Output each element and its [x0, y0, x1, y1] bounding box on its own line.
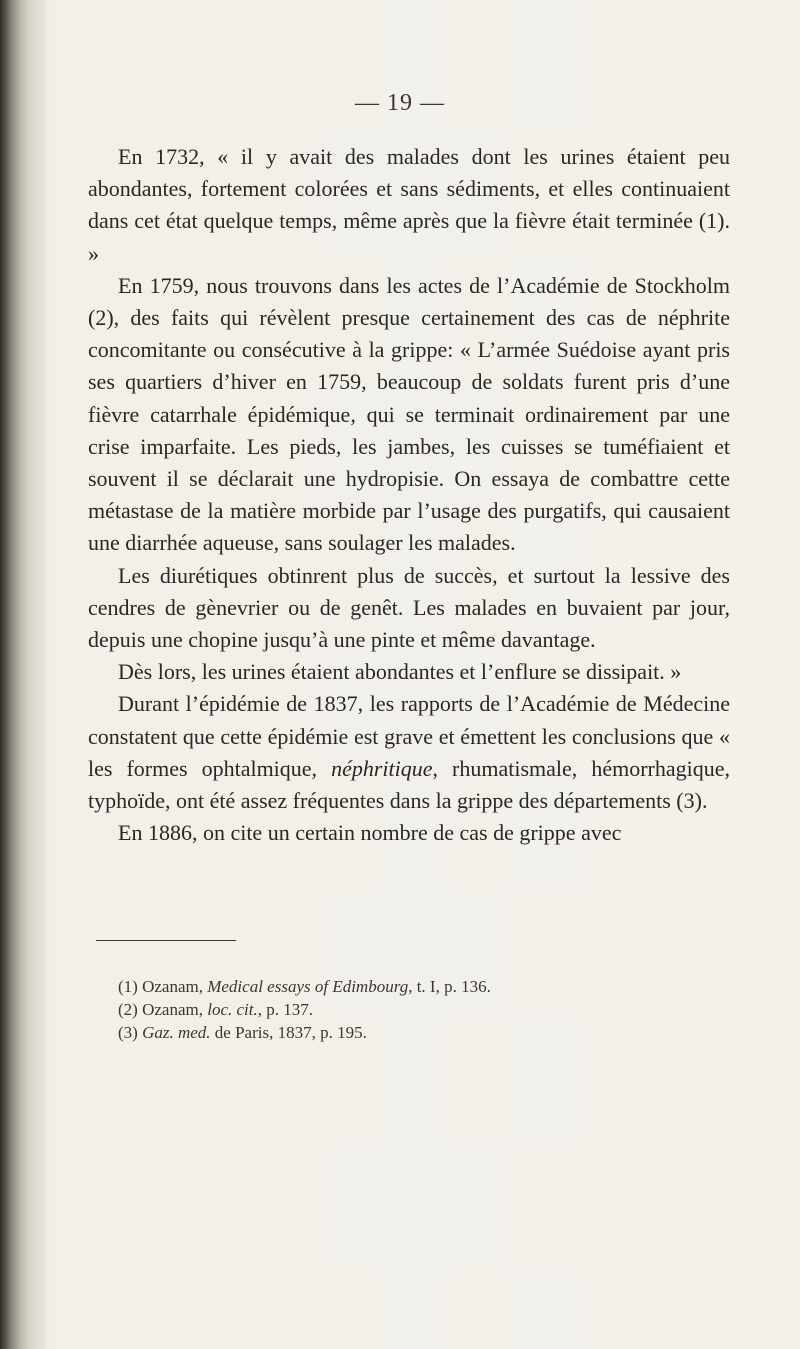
body-text — [88, 141, 730, 849]
footnotes — [118, 975, 718, 1044]
paragraph — [88, 688, 730, 817]
footnote-mark: (2) — [118, 1000, 138, 1019]
footnote-rest: , t. I, p. 136. — [408, 977, 491, 996]
footnote-rest: de Paris, 1837, p. 195. — [210, 1023, 367, 1042]
footnote-title: loc. cit. — [207, 1000, 258, 1019]
footnote-author: Ozanam, — [142, 1000, 208, 1019]
paragraph-text: Durant l’épidémie de 1837, les rapports de l’Académie de Médecine constatent que cette épidémie est grave et émettent les conclusions que « les formes ophtalmique, — [88, 691, 730, 781]
footnote-title: Gaz. med. — [142, 1023, 211, 1042]
paragraph: En 1759, nous trouvons dans les actes de l’Académie de Stockholm (2), des faits qui révèlent presque certainement des cas de néphrite concomitante ou consécutive à la grippe: « L’armée Suédoise ayant pris ses quartiers d’hiver en 1759, beaucoup de soldats furent pris d’une fièvre catarrhale épidémique, qui se terminait ordinairement par une crise imparfaite. Les pieds, les jambes, les cuisses se tuméfiaient et souvent il se déclarait une hydropisie. On essaya de combattre cette métastase de la matière morbide par l’usage des purgatifs, qui causaient une diarrhée aqueuse, sans soulager les malades. — [88, 272, 730, 556]
paragraph: En 1886, on cite un certain nombre de cas de grippe avec — [118, 820, 622, 846]
page-number: — 19 — — [355, 90, 445, 116]
footnote — [118, 998, 718, 1021]
footnote-mark: (3) — [118, 1023, 138, 1042]
footnote — [118, 1021, 718, 1044]
footnote-title: Medical essays of Edimbourg — [207, 977, 409, 996]
footnote-divider — [96, 940, 236, 941]
footnote-rest: , p. 137. — [257, 1000, 313, 1019]
paragraph: En 1732, « il y avait des malades dont les urines étaient peu abondantes, fortement colorées et sans sédiments, et elles continuaient dans cet état quelque temps, même après que la fièvre était terminée (1). » — [88, 144, 730, 266]
paragraph: Les diurétiques obtinrent plus de succès, et surtout la lessive des cendres de gènevrier ou de genêt. Les malades en buvaient par jour, depuis une chopine jusqu’à une pinte et même davantage. — [88, 562, 730, 653]
paragraph: Dès lors, les urines étaient abondantes et l’enflure se dissipait. » — [118, 659, 682, 685]
binding-edge — [0, 0, 46, 1349]
paragraph-text: , rhumatismale, hémorrhagique, typhoïde, ont été assez fréquentes dans la grippe des départements (3). — [88, 755, 730, 814]
italic-term: néphritique — [331, 755, 433, 781]
footnote — [118, 975, 718, 998]
footnote-mark: (1) — [118, 977, 138, 996]
footnote-author: Ozanam, — [142, 977, 208, 996]
